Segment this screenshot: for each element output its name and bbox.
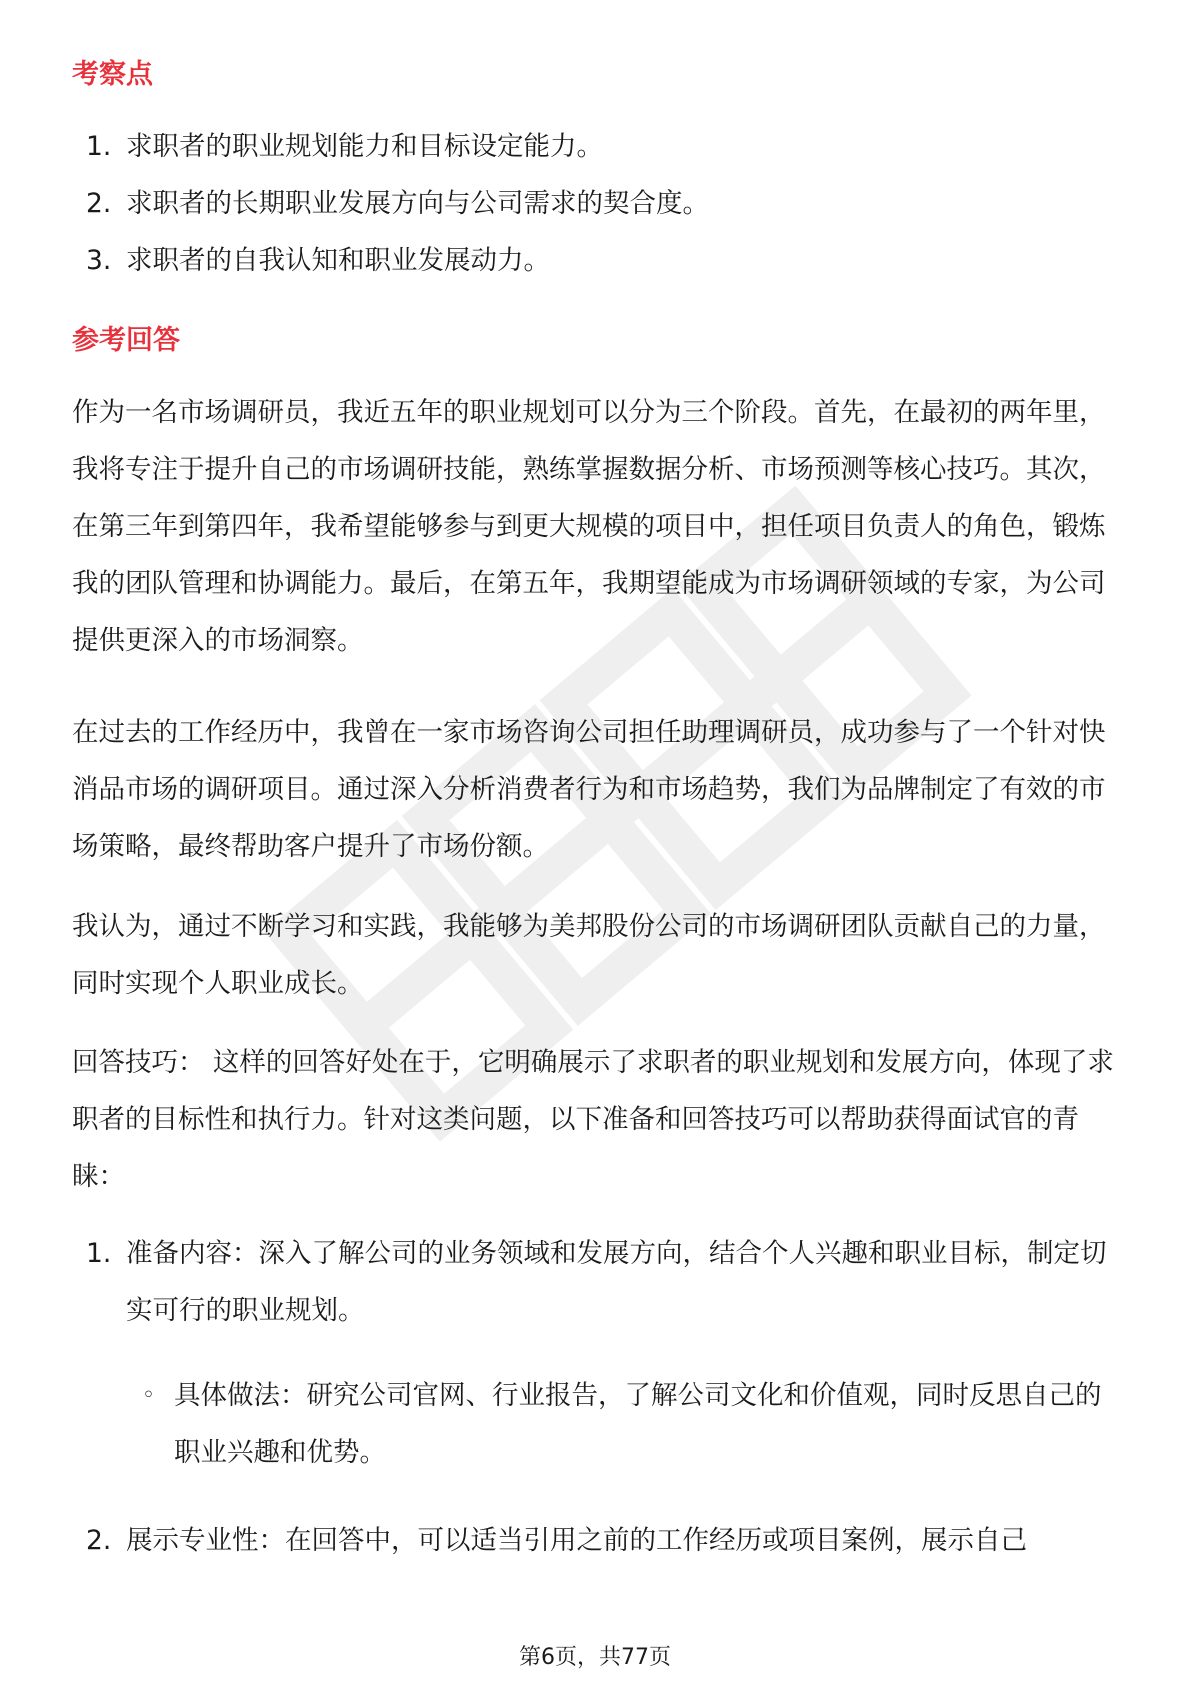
tips-list <box>72 1225 1120 1339</box>
answer-paragraph: 我认为，通过不断学习和实践，我能够为美邦股份公司的市场调研团队贡献自己的力量，同时实现个人职业成长。 <box>72 911 1106 999</box>
section-heading-reference-answer: 参考回答 <box>72 325 180 356</box>
tips-list-continued <box>72 1512 1120 1569</box>
list-item: 1. 准备内容：深入了解公司的业务领域和发展方向，结合个人兴趣和职业目标，制定切实可行的职业规划。 <box>72 1225 1120 1339</box>
list-number: 2. <box>86 188 112 219</box>
list-item: 2. 展示专业性：在回答中，可以适当引用之前的工作经历或项目案例，展示自己 <box>72 1512 1120 1569</box>
sub-list <box>72 1367 1120 1481</box>
bullet-icon: ◦ <box>142 1383 155 1408</box>
list-number: 2. <box>86 1525 112 1556</box>
list-item: 3. 求职者的自我认知和职业发展动力。 <box>72 232 1120 289</box>
list-item: 2. 求职者的长期职业发展方向与公司需求的契合度。 <box>72 175 1120 232</box>
answer-paragraph: 作为一名市场调研员，我近五年的职业规划可以分为三个阶段。首先，在最初的两年里，我将专注于提升自己的市场调研技能，熟练掌握数据分析、市场预测等核心技巧。其次，在第三年到第四年，我希望能够参与到更大规模的项目中，担任项目负责人的角色，锻炼我的团队管理和协调能力。最后，在第五年，我期望能成为市场调研领域的专家，为公司提供更深入的市场洞察。 <box>72 397 1106 656</box>
list-item: 1. 求职者的职业规划能力和目标设定能力。 <box>72 118 1120 175</box>
exam-points-list <box>72 118 1120 289</box>
page-footer: 第6页，共77页 <box>519 1645 671 1670</box>
list-number: 1. <box>86 1238 112 1269</box>
section-heading-exam-points: 考察点 <box>72 59 153 90</box>
list-number: 1. <box>86 131 112 162</box>
answer-tips-intro: 回答技巧： 这样的回答好处在于，它明确展示了求职者的职业规划和发展方向，体现了求职者的目标性和执行力。针对这类问题，以下准备和回答技巧可以帮助获得面试官的青睐： <box>72 1047 1114 1192</box>
sub-list-item: ◦ 具体做法：研究公司官网、行业报告，了解公司文化和价值观，同时反思自己的职业兴趣和优势。 <box>72 1367 1120 1481</box>
list-number: 3. <box>86 245 112 276</box>
answer-paragraph: 在过去的工作经历中，我曾在一家市场咨询公司担任助理调研员，成功参与了一个针对快消品市场的调研项目。通过深入分析消费者行为和市场趋势，我们为品牌制定了有效的市场策略，最终帮助客户提升了市场份额。 <box>72 717 1106 862</box>
